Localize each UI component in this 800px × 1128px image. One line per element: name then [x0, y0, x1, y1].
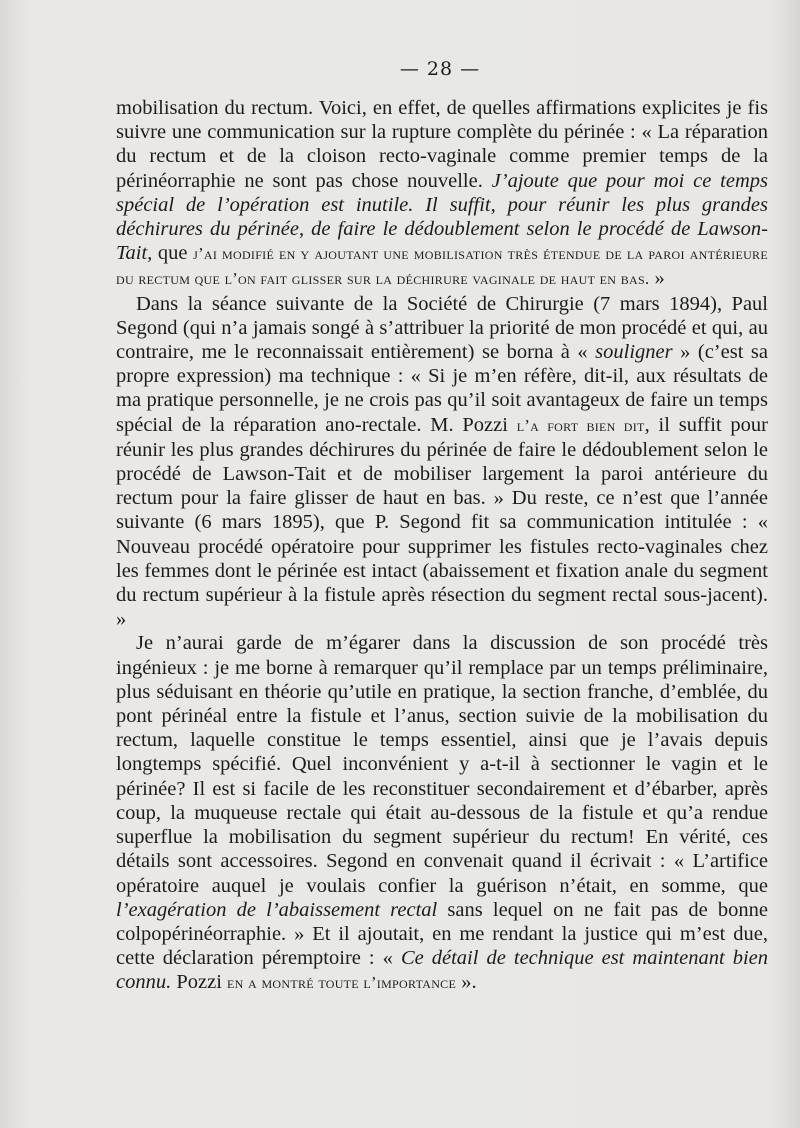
- text-span: Pozzi: [171, 971, 228, 994]
- italic-span: souligner: [595, 341, 673, 364]
- smallcaps-span: j’ai modifié en y ajoutant une mobilisation très étendue de la paroi antérieure du rectum que l’on fait glisser sur la déchirure vaginale de haut en bas.: [116, 244, 768, 289]
- text-span: sans lequel on ne fait pas de bonne colpopérinéorraphie. » Et il ajoutait, en me rendant la justice qui m’est due, cette déclaration péremptoire : «: [116, 898, 768, 970]
- paragraph-1: [116, 96, 768, 292]
- smallcaps-span: l’a fort bien dit: [516, 415, 645, 435]
- text-span: Je n’aurai garde de m’égarer dans la discussion de son procédé très ingénieux : je me borne à remarquer qu’il remplace par un temps préliminaire, plus séduisant en théorie qu’utile en pratique, la section franche, d’emblée, du pont périnéal entre la fistule et l’anus, section suivie de la mobilisation du rectum, laquelle constitue le temps essentiel, ainsi que je l’avais depuis longtemps spécifié. Quel inconvénient y a-t-il à sectionner le vagin et le périnée? Il est si facile de les reconstituer secondairement et d’ébarber, après coup, la muqueuse rectale qui était au-dessous de la fistule et qu’a rendue superflue la mobilisation du segment supérieur du rectum! En vérité, ces détails sont accessoires. Segond en convenait quand il écrivait : « L’artifice opératoire auquel je voulais confier la guérison n’était, en somme, que: [116, 632, 768, 897]
- paragraph-2: [116, 292, 768, 632]
- paragraph-3: [116, 631, 768, 995]
- page-number: — 28 —: [399, 58, 481, 80]
- text-span: »: [649, 267, 665, 290]
- text-span: Dans la séance suivante de la Société de Chirurgie (7 mars 1894), Paul Segond (qui n’a jamais songé à s’attribuer la priorité de mon procédé et qui, au contraire, me le reconnaissait entièrement) se borna à «: [116, 292, 768, 364]
- smallcaps-span: en a montré toute l’importance: [227, 973, 457, 993]
- italic-span: Ce détail de technique est maintenant bien connu.: [116, 947, 768, 994]
- italic-span: l’exagération de l’abaissement rectal: [116, 898, 438, 921]
- text-span: ».: [456, 971, 477, 994]
- text-span: mobilisation du rectum. Voici, en effet, de quelles affirmations explicites je fis suivre une communication sur la rupture complète du périnée : « La réparation du rectum et de la cloison recto-vaginale comme premier temps de la périnéorraphie ne sont pas chose nouvelle.: [116, 97, 768, 192]
- text-span: que: [152, 242, 194, 265]
- body-text: [116, 96, 768, 996]
- text-span: » (c’est sa propre expression) ma technique : « Si je m’en réfère, dit-il, aux résultats de ma pratique personnelle, je ne crois pas qu’il soit avantageux de faire un temps spécial de la réparation ano-rectale. M. Pozzi: [116, 341, 768, 436]
- text-span: , il suffit pour réunir les plus grandes déchirures du périnée de faire le dédoublement selon le procédé de Lawson-Tait et de mobiliser largement la paroi antérieure du rectum pour la faire glisser de haut en bas. » Du reste, ce n’est que l’année suivante (6 mars 1895), que P. Segond fit sa communication intitulée : « Nouveau procédé opératoire pour supprimer les fistules recto-vaginales chez les femmes dont le périnée est intact (abaissement et fixation anale du segment du rectum supérieur à la fistule après résection du segment rectal sous-jacent). »: [116, 413, 768, 631]
- italic-span: J’ajoute que pour moi ce temps spécial de l’opération est inutile. Il suffit, pour réunir les plus grandes déchirures du périnée, de faire le dédoublement selon le procédé de Lawson-Tait,: [116, 169, 768, 265]
